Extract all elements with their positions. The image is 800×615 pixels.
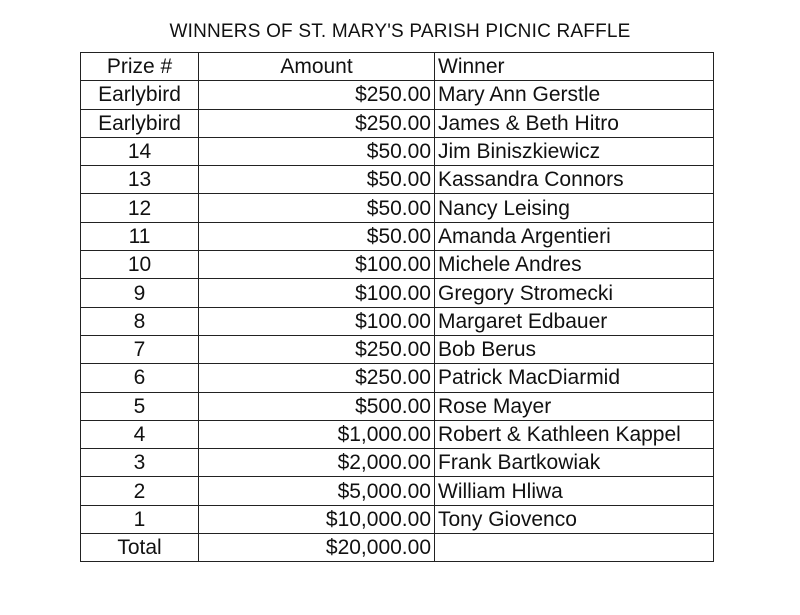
table-row [81, 420, 714, 448]
table-row [81, 194, 714, 222]
total-row [81, 534, 714, 562]
cell-prize: 8 [81, 307, 199, 335]
table-row [81, 335, 714, 363]
cell-amount: $100.00 [199, 251, 435, 279]
cell-winner: Mary Ann Gerstle [435, 81, 714, 109]
cell-amount: $500.00 [199, 392, 435, 420]
cell-amount: $50.00 [199, 166, 435, 194]
total-amount: $20,000.00 [199, 534, 435, 562]
cell-amount: $10,000.00 [199, 505, 435, 533]
header-prize: Prize # [81, 53, 199, 81]
table-row [81, 307, 714, 335]
cell-amount: $5,000.00 [199, 477, 435, 505]
cell-prize: 7 [81, 335, 199, 363]
cell-amount: $50.00 [199, 222, 435, 250]
cell-amount: $250.00 [199, 81, 435, 109]
cell-winner: Michele Andres [435, 251, 714, 279]
cell-amount: $2,000.00 [199, 449, 435, 477]
table-row [81, 109, 714, 137]
table-row [81, 251, 714, 279]
cell-prize: Earlybird [81, 81, 199, 109]
cell-winner: William Hliwa [435, 477, 714, 505]
cell-winner: Nancy Leising [435, 194, 714, 222]
cell-amount: $1,000.00 [199, 420, 435, 448]
cell-winner: Margaret Edbauer [435, 307, 714, 335]
header-amount: Amount [199, 53, 435, 81]
cell-amount: $100.00 [199, 307, 435, 335]
table-row [81, 137, 714, 165]
table-row [81, 81, 714, 109]
cell-prize: 12 [81, 194, 199, 222]
total-label: Total [81, 534, 199, 562]
cell-amount: $50.00 [199, 194, 435, 222]
cell-prize: 2 [81, 477, 199, 505]
raffle-winners-table [80, 52, 714, 562]
cell-prize: 4 [81, 420, 199, 448]
cell-winner: Gregory Stromecki [435, 279, 714, 307]
cell-prize: 1 [81, 505, 199, 533]
table-body [81, 81, 714, 534]
cell-winner: Amanda Argentieri [435, 222, 714, 250]
cell-prize: 3 [81, 449, 199, 477]
table-header-row [81, 53, 714, 81]
table-row [81, 166, 714, 194]
cell-winner: Rose Mayer [435, 392, 714, 420]
cell-prize: 9 [81, 279, 199, 307]
cell-amount: $50.00 [199, 137, 435, 165]
cell-winner: Robert & Kathleen Kappel [435, 420, 714, 448]
cell-prize: 11 [81, 222, 199, 250]
cell-winner: James & Beth Hitro [435, 109, 714, 137]
header-winner: Winner [435, 53, 714, 81]
cell-winner: Bob Berus [435, 335, 714, 363]
table-row [81, 392, 714, 420]
table-row [81, 279, 714, 307]
total-winner [435, 534, 714, 562]
table-row [81, 449, 714, 477]
cell-winner: Frank Bartkowiak [435, 449, 714, 477]
cell-prize: 13 [81, 166, 199, 194]
cell-amount: $250.00 [199, 364, 435, 392]
page-title: WINNERS OF ST. MARY'S PARISH PICNIC RAFFLE [169, 21, 631, 42]
cell-winner: Kassandra Connors [435, 166, 714, 194]
table-row [81, 505, 714, 533]
table-row [81, 222, 714, 250]
table-row [81, 364, 714, 392]
cell-prize: 14 [81, 137, 199, 165]
cell-prize: 10 [81, 251, 199, 279]
cell-winner: Patrick MacDiarmid [435, 364, 714, 392]
cell-prize: Earlybird [81, 109, 199, 137]
cell-amount: $250.00 [199, 335, 435, 363]
cell-winner: Tony Giovenco [435, 505, 714, 533]
cell-amount: $100.00 [199, 279, 435, 307]
cell-prize: 5 [81, 392, 199, 420]
cell-amount: $250.00 [199, 109, 435, 137]
cell-winner: Jim Biniszkiewicz [435, 137, 714, 165]
cell-prize: 6 [81, 364, 199, 392]
table-row [81, 477, 714, 505]
